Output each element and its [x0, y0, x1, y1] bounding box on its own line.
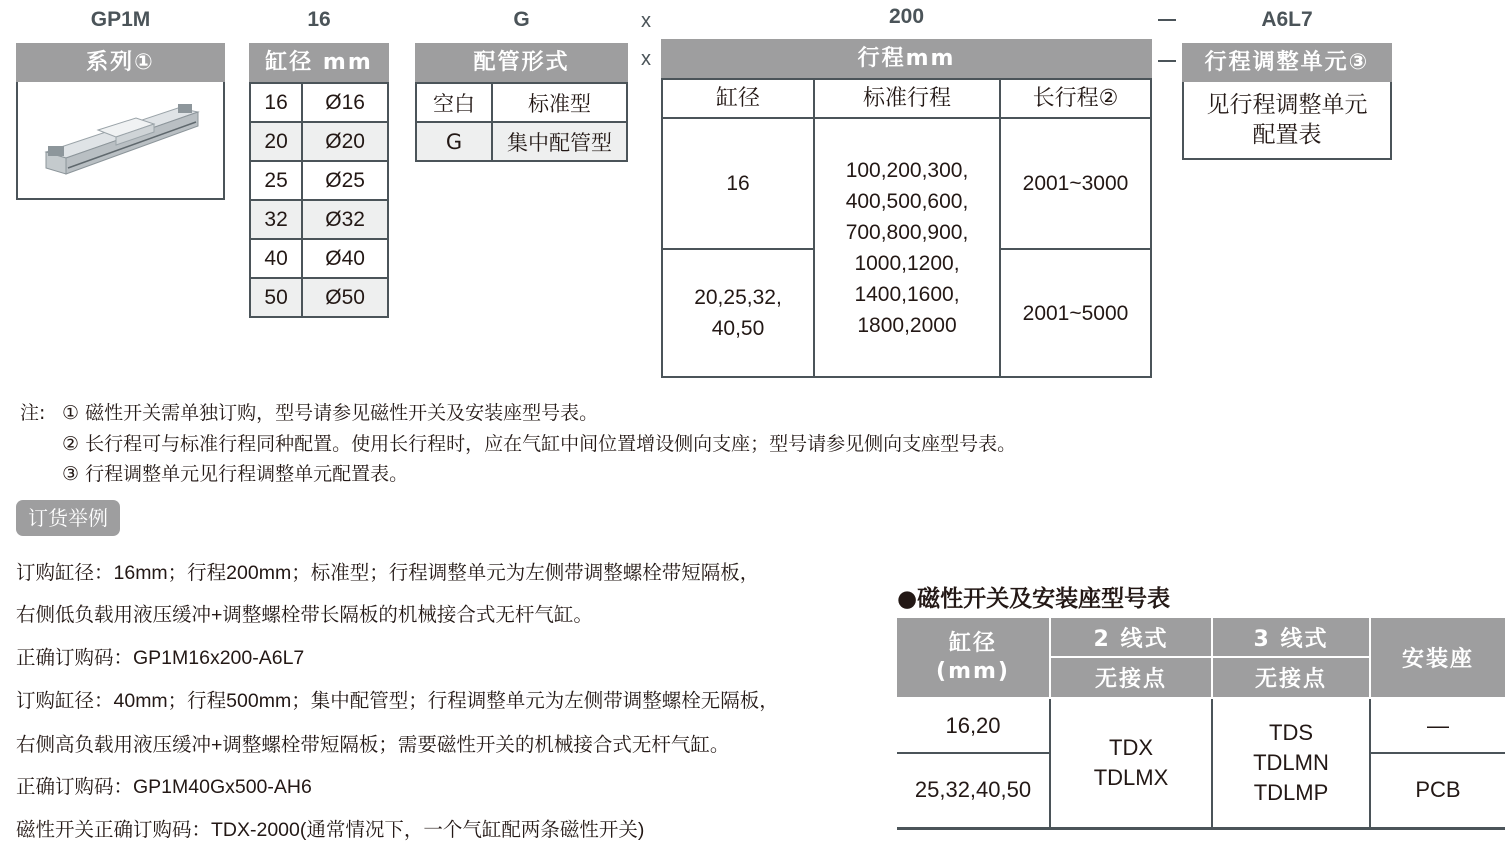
bore-cell: 16	[662, 118, 814, 249]
table-row	[250, 83, 388, 122]
bore-line: 20,25,32,	[694, 286, 782, 309]
bore-code: 20	[250, 122, 302, 161]
adjust-unit-box	[1182, 43, 1392, 160]
note-2: ② 长行程可与标准行程同种配置。使用长行程时，应在气缸中间位置增设侧向支座；型号请参见侧向支座型号表。	[62, 433, 1017, 455]
table-header-row	[662, 79, 1151, 118]
col-header-standard: 标准行程	[814, 79, 1000, 118]
example-code: 正确订购码：GP1M16x200-A6L7	[16, 647, 305, 669]
col-header-bore	[897, 618, 1050, 698]
long-stroke-cell: 2001~3000	[1000, 118, 1151, 249]
table-row	[416, 122, 627, 161]
bore-table	[249, 43, 389, 318]
model-line: TDX	[1109, 734, 1153, 760]
two-wire-cell	[1050, 698, 1212, 828]
stroke-line: 100,200,300,	[845, 158, 969, 182]
table-row	[250, 122, 388, 161]
model-line: TDLMP	[1253, 779, 1329, 805]
example-switch-code: 磁性开关正确订购码：TDX-2000(通常情况下，一个气缸配两条磁性开关)	[16, 819, 645, 841]
table-row	[250, 161, 388, 200]
bore-diameter: Ø32	[302, 200, 388, 239]
series-header: 系列①	[16, 43, 225, 82]
stroke-header: 行程mm	[661, 39, 1152, 78]
bore-code: 32	[250, 200, 302, 239]
table-row	[250, 278, 388, 317]
series-box	[16, 43, 225, 200]
code-series: GP1M	[90, 8, 151, 31]
stroke-line: 1400,1600,	[854, 282, 960, 306]
long-stroke-cell: 2001~5000	[1000, 249, 1151, 377]
cylinder-icon	[18, 82, 223, 198]
table-row	[250, 239, 388, 278]
code-stroke: 200	[888, 5, 925, 28]
note-prefix: 注:	[20, 402, 46, 424]
separator-dash	[1158, 60, 1176, 62]
code-adjust: A6L7	[1261, 8, 1313, 31]
table-row	[662, 118, 1151, 249]
example-line: 订购缸径：16mm；行程200mm；标准型；行程调整单元为左侧带调整螺栓带短隔板，	[16, 562, 760, 584]
header-line: (mm)	[936, 658, 1010, 684]
header-line: 缸径	[948, 630, 997, 656]
col-header-3wire: 3 线式	[1212, 618, 1370, 657]
standard-stroke-cell	[814, 118, 1000, 377]
bore-code: 40	[250, 239, 302, 278]
mount-cell: —	[1370, 698, 1505, 753]
note-1: ① 磁性开关需单独订购，型号请参见磁性开关及安装座型号表。	[62, 402, 599, 424]
bore-line: 40,50	[711, 317, 765, 340]
bore-code: 25	[250, 161, 302, 200]
bore-diameter: Ø25	[302, 161, 388, 200]
adjust-body-line: 见行程调整单元	[1206, 92, 1368, 118]
col-header-mount: 安装座	[1370, 618, 1505, 698]
code-piping: G	[513, 8, 530, 31]
stroke-table	[661, 39, 1152, 378]
separator-x: x	[641, 48, 651, 70]
example-code: 正确订购码：GP1M40Gx500-AH6	[16, 776, 312, 798]
col-subheader-3wire: 无接点	[1212, 657, 1370, 698]
model-line: TDS	[1269, 719, 1313, 745]
bore-diameter: Ø20	[302, 122, 388, 161]
piping-code: 空白	[416, 83, 492, 122]
piping-code: G	[416, 122, 492, 161]
adjust-body-line: 配置表	[1252, 122, 1322, 148]
bore-cell: 16,20	[897, 698, 1050, 753]
bore-cell: 25,32,40,50	[897, 753, 1050, 828]
switch-title-text: 磁性开关及安装座型号表	[917, 586, 1171, 612]
bore-diameter: Ø40	[302, 239, 388, 278]
note-3: ③ 行程调整单元见行程调整单元配置表。	[62, 463, 409, 485]
bore-header: 缸径 mm	[249, 43, 389, 82]
piping-type: 标准型	[492, 83, 627, 122]
bore-diameter: Ø16	[302, 83, 388, 122]
col-header-2wire: 2 线式	[1050, 618, 1212, 657]
cylinder-image	[16, 82, 225, 200]
bore-code: 50	[250, 278, 302, 317]
order-example-badge: 订货举例	[16, 500, 120, 536]
model-line: TDLMN	[1253, 749, 1329, 775]
stroke-line: 700,800,900,	[845, 220, 969, 244]
adjust-header: 行程调整单元③	[1182, 43, 1392, 82]
col-subheader-2wire: 无接点	[1050, 657, 1212, 698]
bore-diameter: Ø50	[302, 278, 388, 317]
col-header-bore: 缸径	[662, 79, 814, 118]
piping-type: 集中配管型	[492, 122, 627, 161]
switch-table-title	[897, 580, 1170, 613]
separator-dash	[1158, 19, 1176, 21]
example-line: 右侧高负载用液压缓冲+调整螺栓带短隔板；需要磁性开关的机械接合式无杆气缸。	[16, 734, 730, 756]
code-bore: 16	[307, 8, 331, 31]
col-header-long: 长行程②	[1000, 79, 1151, 118]
stroke-line: 400,500,600,	[845, 189, 969, 213]
mount-cell: PCB	[1370, 753, 1505, 828]
adjust-body	[1182, 82, 1392, 160]
piping-header: 配管形式	[415, 43, 628, 82]
table-row	[897, 698, 1505, 753]
model-line: TDLMX	[1093, 764, 1169, 790]
three-wire-cell	[1212, 698, 1370, 828]
separator-x: x	[641, 10, 651, 32]
example-line: 订购缸径：40mm；行程500mm；集中配管型；行程调整单元为左侧带调整螺栓无隔板，	[16, 690, 779, 712]
table-row	[250, 200, 388, 239]
stroke-line: 1800,2000	[857, 313, 957, 337]
switch-table	[897, 618, 1505, 830]
piping-table	[415, 43, 628, 162]
table-row	[416, 83, 627, 122]
bore-code: 16	[250, 83, 302, 122]
example-line: 右侧低负载用液压缓冲+调整螺栓带长隔板的机械接合式无杆气缸。	[16, 604, 593, 626]
stroke-line: 1000,1200,	[854, 251, 960, 275]
bullet-icon: ●	[897, 586, 918, 612]
bore-cell	[662, 249, 814, 377]
